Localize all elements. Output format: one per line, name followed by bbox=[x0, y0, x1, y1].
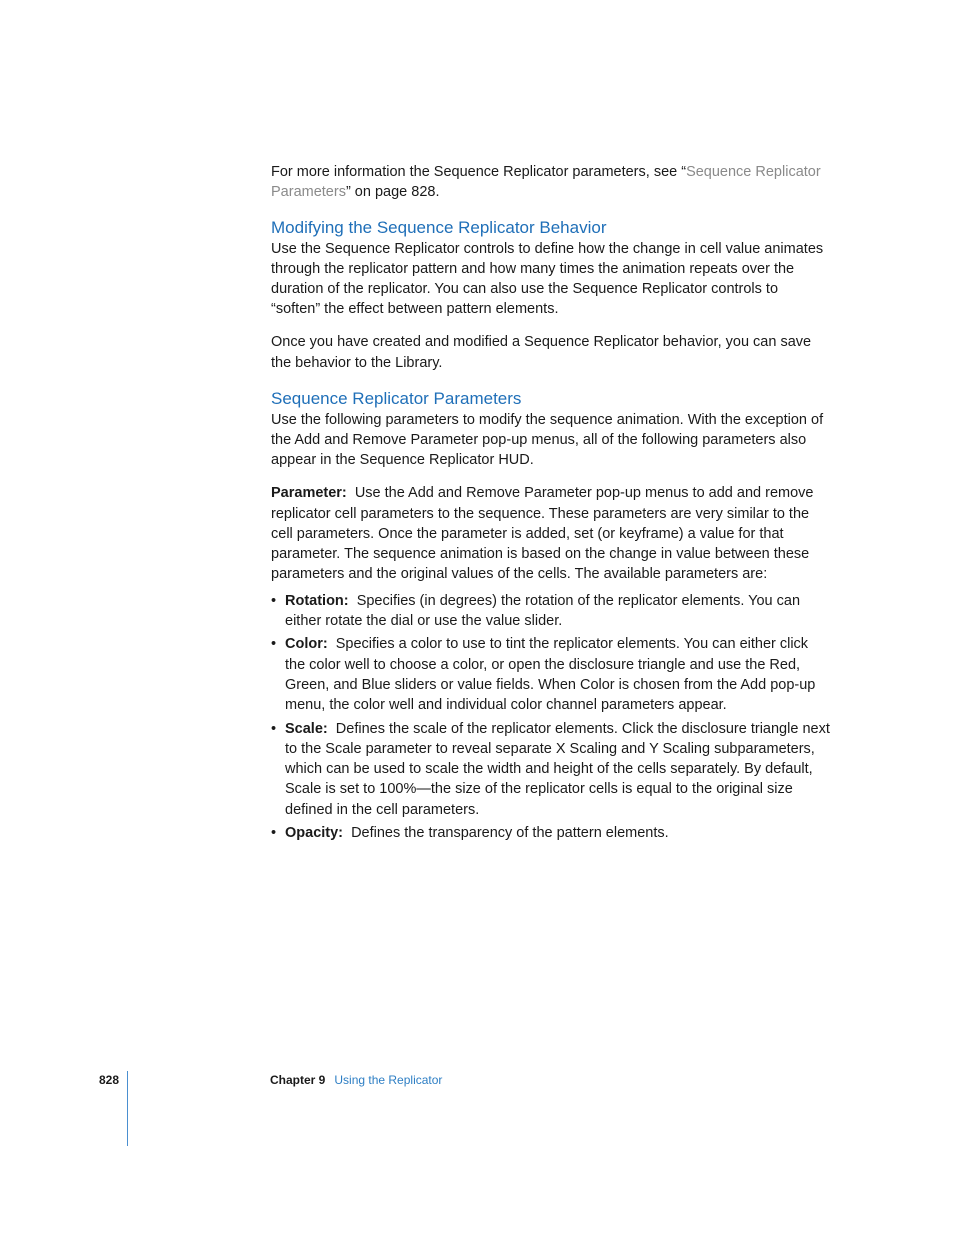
modifying-paragraph-1: Use the Sequence Replicator controls to define how the change in cell value animates through the replicator pattern and how many times the animation repeats over the duration of the replicator. You can also use the Sequence Replicator controls to “soften” the effect between pattern elements. bbox=[271, 240, 824, 318]
bullet-text-rotation: Specifies (in degrees) the rotation of the replicator elements. You can either rotate the dial or use the value slider. bbox=[285, 592, 801, 630]
bullet-term-color: Color: bbox=[285, 636, 328, 653]
section-heading-modifying: Modifying the Sequence Replicator Behavior bbox=[271, 217, 607, 237]
bullet-glyph: • bbox=[271, 825, 277, 842]
section-heading-parameters: Sequence Replicator Parameters bbox=[271, 388, 522, 408]
bullet-term-rotation: Rotation: bbox=[285, 592, 349, 609]
bullet-text-scale: Defines the scale of the replicator elements. Click the disclosure triangle next to the Scale parameter to reveal separate X Scaling and Y Scaling subparameters, which can be used to scale the width and height of the cells separately. By default, Scale is set to 100%—the size of the replicator cells is equal to the original size defined in the cell parameters. bbox=[285, 720, 830, 818]
bullet-text-color: Specifies a color to use to tint the replicator elements. You can either click the color well to choose a color, or open the disclosure triangle and use the Red, Green, and Blue sliders or value fields. When Color is chosen from the Add pop-up menu, the color well and individual color channel parameters appear. bbox=[285, 636, 816, 714]
bullet-text-opacity: Defines the transparency of the pattern elements. bbox=[351, 825, 669, 842]
page-content bbox=[271, 162, 831, 846]
intro-text-after: ” on page 828. bbox=[345, 184, 440, 201]
list-item bbox=[271, 634, 831, 715]
chapter-title-link[interactable]: Using the Replicator bbox=[334, 1073, 443, 1087]
list-item bbox=[271, 591, 831, 632]
bullet-term-scale: Scale: bbox=[285, 720, 328, 737]
bullet-glyph: • bbox=[271, 720, 277, 737]
list-item bbox=[271, 823, 831, 843]
bullet-term-opacity: Opacity: bbox=[285, 825, 344, 842]
parameter-bullet-list bbox=[271, 591, 831, 844]
footer-divider bbox=[127, 1071, 128, 1146]
chapter-label: Chapter 9 bbox=[270, 1073, 326, 1087]
footer-chapter bbox=[270, 1073, 442, 1087]
parameter-description: Use the Add and Remove Parameter pop-up menus to add and remove replicator cell parameters to the sequence. These parameters are very similar to the cell parameters. Once the parameter is added, set (or keyframe) a value for that parameter. The sequence animation is based on the change in value between these parameters and the original values of the cells. The available parameters are: bbox=[271, 485, 814, 583]
intro-text-before: For more information the Sequence Replicator parameters, see “ bbox=[271, 164, 687, 180]
modifying-paragraph-2: Once you have created and modified a Sequence Replicator behavior, you can save the behavior to the Library. bbox=[271, 334, 812, 371]
bullet-glyph: • bbox=[271, 592, 277, 609]
parameter-definition bbox=[271, 483, 831, 584]
cross-reference-link[interactable]: Sequence Replicator Parameters bbox=[271, 164, 821, 201]
intro-paragraph bbox=[271, 162, 831, 203]
list-item bbox=[271, 719, 831, 820]
page-number: 828 bbox=[99, 1073, 120, 1087]
bullet-glyph: • bbox=[271, 636, 277, 653]
parameter-term: Parameter: bbox=[271, 485, 347, 502]
parameters-paragraph-1: Use the following parameters to modify the sequence animation. With the exception of the Add and Remove Parameter pop-up menus, all of the following parameters also appear in the Sequence Replicator HUD. bbox=[271, 411, 824, 469]
